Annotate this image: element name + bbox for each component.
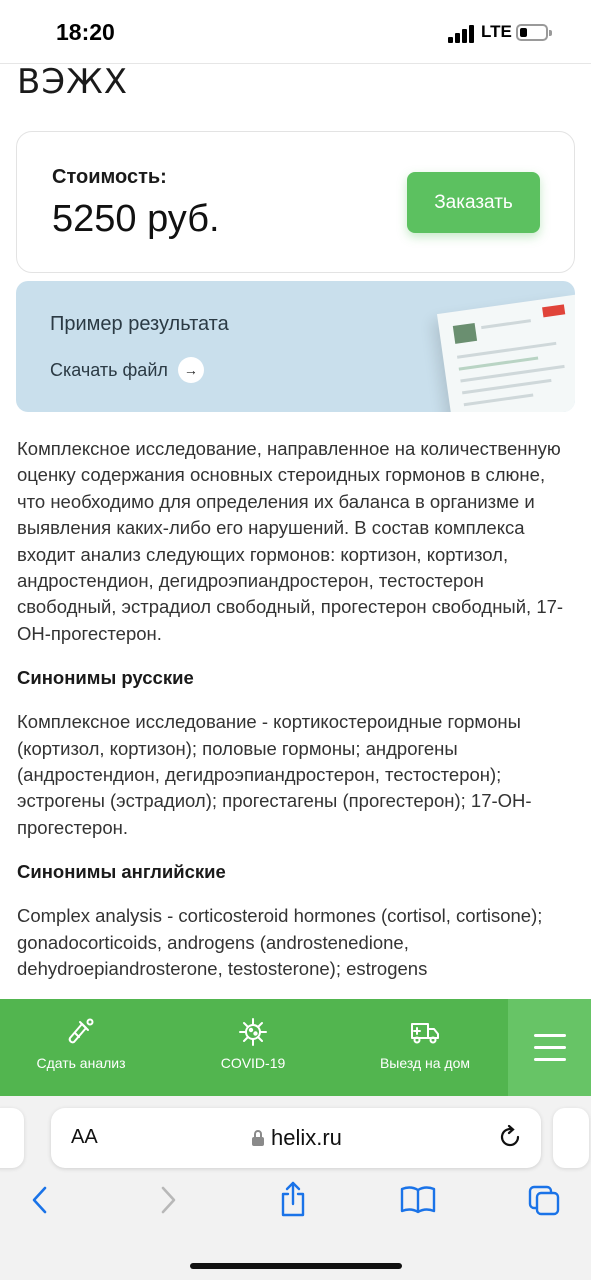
lock-icon [251, 1129, 265, 1147]
browser-toolbar [0, 1184, 591, 1224]
test-tube-icon [65, 1016, 97, 1048]
download-file-link[interactable] [50, 357, 204, 383]
nav-label-home-visit: Выезд на дом [379, 1055, 471, 1071]
back-icon[interactable] [28, 1184, 52, 1216]
synonyms-ru-heading: Синонимы русские [17, 667, 194, 689]
synonyms-en-text: Complex analysis - corticosteroid hormones (cortisol, cortisone); gonadocorticoids, androgens (androstenedione, dehydroepiandrosterone, testosterone); estrogens [17, 905, 543, 980]
page-title: ВЭЖХ [17, 62, 128, 102]
bottom-navigation [0, 999, 591, 1096]
price-value: 5250 руб. [52, 198, 220, 240]
browser-bar [0, 1096, 591, 1280]
url-display[interactable] [251, 1125, 342, 1151]
price-card [16, 131, 575, 273]
next-tab-preview[interactable] [553, 1108, 589, 1168]
virus-icon [237, 1016, 269, 1048]
synonyms-en-heading: Синонимы английские [17, 861, 226, 883]
address-bar[interactable] [51, 1108, 541, 1168]
reload-icon[interactable] [497, 1124, 523, 1150]
tabs-icon[interactable] [527, 1184, 561, 1216]
sample-result-card[interactable] [16, 281, 575, 412]
home-indicator [190, 1263, 402, 1269]
order-button[interactable]: Заказать [407, 172, 540, 233]
synonyms-ru-text: Комплексное исследование - кортикостероидные гормоны (кортизол, кортизон); половые гормоны; андрогены (андростендион, дегидроэпиандростерон, тестостерон); эстрогены (эстрадиол); прогестагены (прогестерон); 17-ОН-прогестерон. [17, 711, 532, 838]
price-label: Стоимость: [52, 166, 167, 188]
sample-result-title: Пример результата [50, 313, 229, 335]
nav-label-covid: COVID-19 [220, 1055, 286, 1071]
url-text: helix.ru [271, 1125, 342, 1150]
document-preview-image [437, 293, 575, 412]
article-body [17, 436, 577, 983]
hamburger-menu-icon[interactable] [508, 999, 591, 1096]
arrow-right-icon[interactable]: → [178, 357, 204, 383]
status-time: 18:20 [56, 19, 115, 45]
share-icon[interactable] [278, 1180, 308, 1218]
nav-item-home-visit[interactable] [375, 999, 475, 1096]
previous-tab-preview[interactable] [0, 1108, 24, 1168]
nav-label-submit-test: Сдать анализ [36, 1055, 126, 1071]
network-type: LTE [481, 22, 512, 41]
nav-item-covid[interactable] [210, 999, 296, 1096]
battery-icon [516, 24, 548, 41]
text-size-label: AA [71, 1126, 98, 1148]
download-file-label: Скачать файл [50, 359, 168, 380]
forward-icon[interactable] [156, 1184, 180, 1216]
status-bar [0, 0, 591, 64]
delivery-truck-icon [408, 1016, 442, 1048]
signal-strength-icon [448, 25, 476, 43]
bookmarks-icon[interactable] [400, 1184, 436, 1214]
text-size-button[interactable] [71, 1126, 98, 1149]
description-text: Комплексное исследование, направленное на количественную оценку содержания основных стероидных гормонов в слюне, что необходимо для определения их баланса в организме и выявления каких-либо его нарушений. В состав комплекса входит анализ следующих гормонов: кортизон, кортизол, андростендион, дегидроэпиандростерон, тестостерон свободный, эстрадиол свободный, прогестерон свободный, 17-ОН-прогестерон. [17, 438, 564, 644]
nav-item-submit-test[interactable] [30, 999, 132, 1096]
